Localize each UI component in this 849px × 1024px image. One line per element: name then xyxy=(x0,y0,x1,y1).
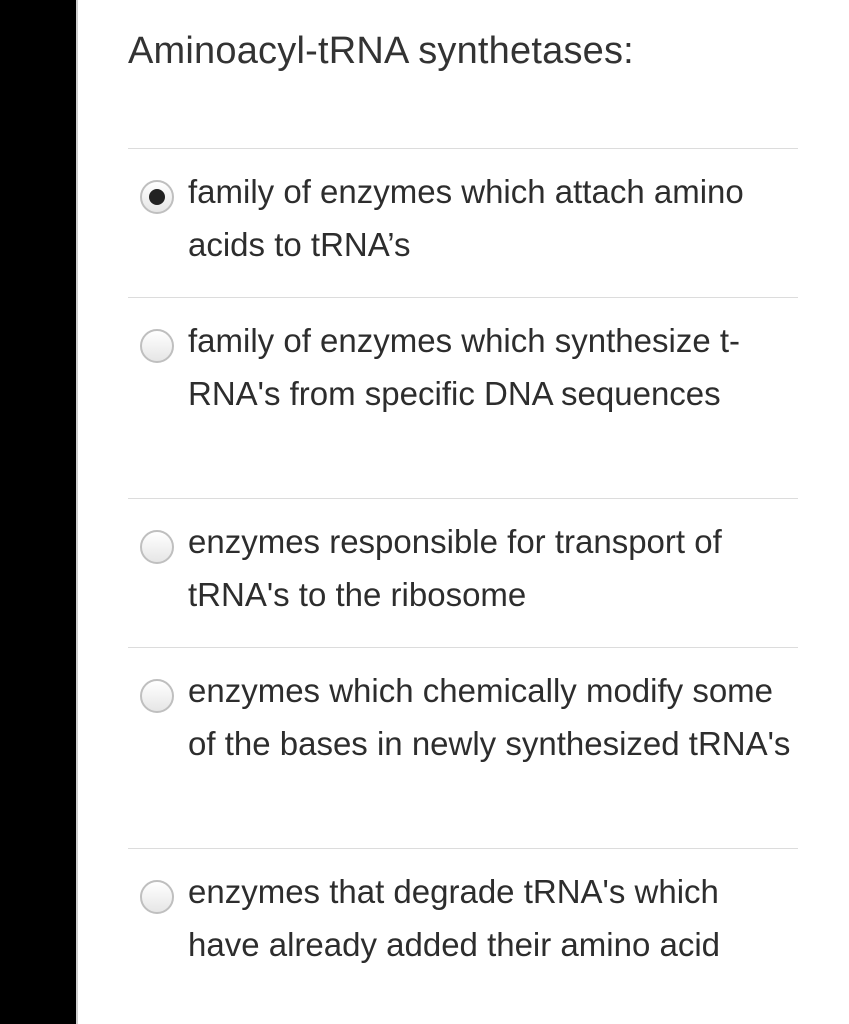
answer-option-label: enzymes responsible for transport of tRNA's to the ribosome xyxy=(188,523,722,613)
answer-option-2[interactable] xyxy=(128,297,798,498)
answer-option-label: enzymes that degrade tRNA's which have already added their amino acid xyxy=(188,873,721,963)
radio-button-selected-icon[interactable] xyxy=(140,180,174,214)
answer-option-4[interactable] xyxy=(128,647,798,848)
answer-option-label: enzymes which chemically modify some of the bases in newly synthesized tRNA's xyxy=(188,672,791,762)
question-text: Aminoacyl-tRNA synthetases: xyxy=(128,30,634,72)
radio-button-icon[interactable] xyxy=(140,530,174,564)
quiz-card xyxy=(76,0,849,1024)
answer-options xyxy=(128,148,798,1018)
answer-option-label: family of enzymes which attach amino acids to tRNA’s xyxy=(188,173,744,263)
answer-option-label: family of enzymes which synthesize t-RNA's from specific DNA sequences xyxy=(188,322,741,412)
radio-button-icon[interactable] xyxy=(140,880,174,914)
answer-option-3[interactable] xyxy=(128,498,798,647)
answer-option-1[interactable] xyxy=(128,148,798,297)
radio-button-icon[interactable] xyxy=(140,679,174,713)
radio-button-icon[interactable] xyxy=(140,329,174,363)
answer-option-5[interactable] xyxy=(128,848,798,1018)
